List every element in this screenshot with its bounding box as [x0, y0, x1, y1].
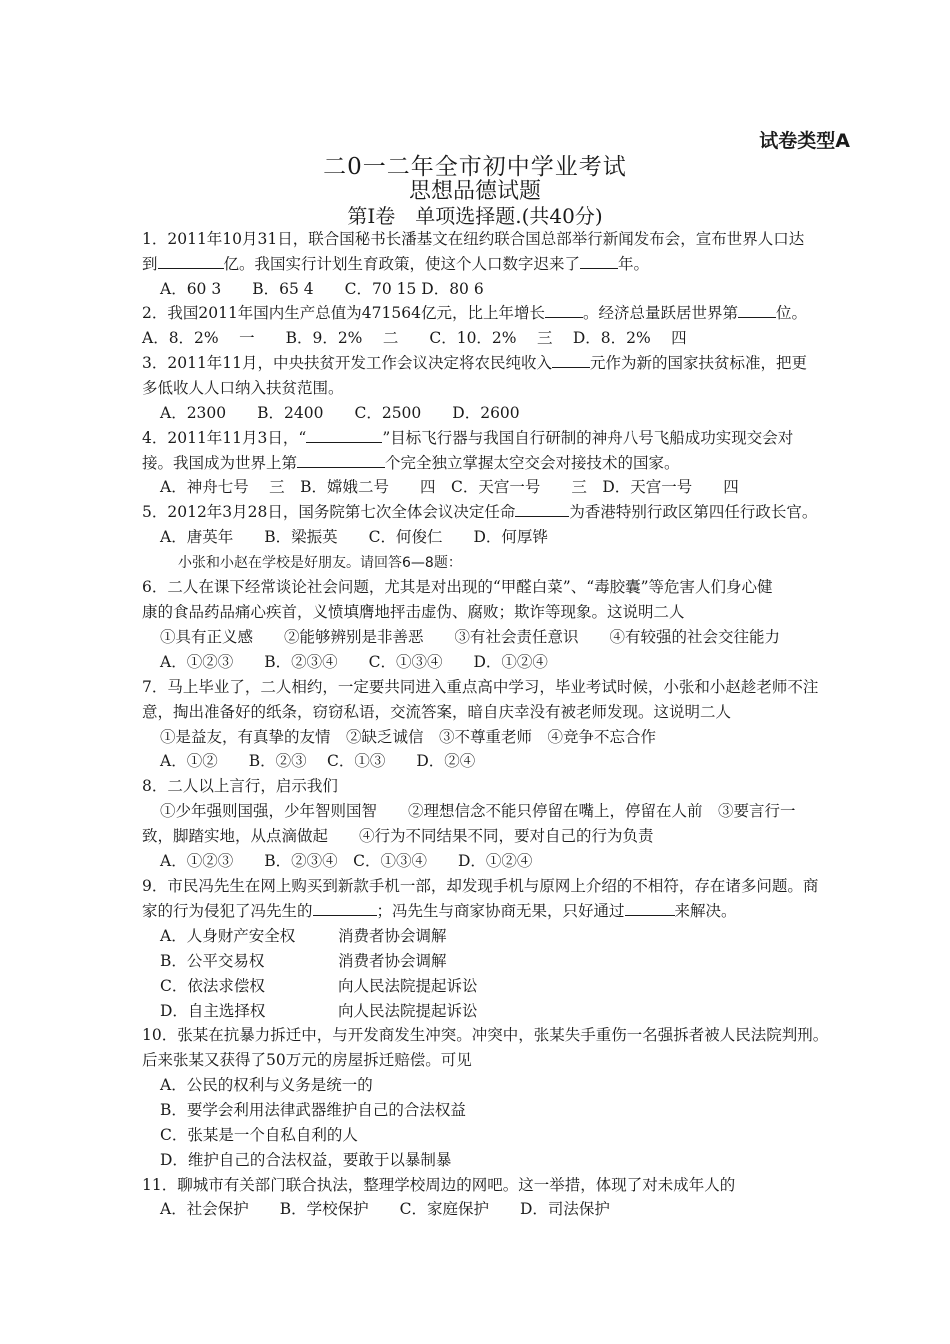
- blank: [297, 452, 385, 468]
- group-intro: 小张和小赵在学校是好朋友。请回答6—8题：: [178, 555, 462, 571]
- q5-options: A．唐英年 B．梁振英 C．何俊仁 D．何厚铧: [160, 528, 548, 546]
- exam-title: 二0一二年全市初中学业考试: [323, 154, 627, 180]
- q10-option-d: D．维护自己的合法权益，要敢于以暴制暴: [160, 1151, 452, 1169]
- q9-option-c: C．依法求偿权 向人民法院提起诉讼: [160, 977, 478, 995]
- blank: [552, 352, 590, 368]
- q6-options: A．①②③ B．②③④ C．①③④ D．①②④: [160, 653, 548, 671]
- q9-stem-line1: 9．市民冯先生在网上购买到新款手机一部，却发现手机与原网上介绍的不相符，存在诸多问题。商: [142, 877, 819, 895]
- q3-stem-line1: 3．2011年11月，中央扶贫开发工作会议决定将农民纯收入 元作为新的国家扶贫标准，把更: [142, 354, 808, 372]
- q11-stem: 11．聊城市有关部门联合执法，整理学校周边的网吧。这一举措，体现了对未成年人的: [142, 1176, 736, 1194]
- q7-options: A．①② B．②③ C．①③ D．②④: [160, 752, 476, 770]
- q2-stem: 2．我国2011年国内生产总值为471564亿元，比上年增长 。经济总量跃居世界第 位。: [142, 304, 808, 322]
- q9-option-a: A．人身财产安全权 消费者协会调解: [160, 927, 447, 945]
- blank: [545, 302, 583, 318]
- q6-stem-line2: 康的食品药品痛心疾首，义愤填膺地抨击虚伪、腐败；欺诈等现象。这说明二人: [142, 603, 685, 621]
- q10-stem-line1: 10．张某在抗暴力拆迁中，与开发商发生冲突。冲突中，张某失手重伤一名强拆者被人民法院判刑。: [142, 1026, 829, 1044]
- blank: [158, 253, 224, 269]
- section-heading: 第Ⅰ卷 单项选择题.(共40分): [347, 204, 603, 228]
- q6-stem-line1: 6．二人在课下经常谈论社会问题，尤其是对出现的“甲醛白菜”、“毒胶囊”等危害人们身心健: [142, 578, 773, 596]
- q2-options: A．8．2% 一 B．9．2% 二 C．10．2% 三 D．8．2% 四: [142, 329, 687, 347]
- blank: [306, 427, 382, 443]
- q4-stem-line2: 接。我国成为世界上第 个完全独立掌握太空交会对接技术的国家。: [142, 454, 680, 472]
- paper-type-label: 试卷类型A: [759, 130, 850, 152]
- q10-option-b: B．要学会利用法律武器维护自己的合法权益: [160, 1101, 466, 1119]
- q11-options: A．社会保护 B．学校保护 C．家庭保护 D．司法保护: [160, 1200, 610, 1218]
- q9-option-b: B．公平交易权 消费者协会调解: [160, 952, 447, 970]
- q10-stem-line2: 后来张某又获得了50万元的房屋拆迁赔偿。可见: [142, 1051, 472, 1069]
- q8-options: A．①②③ B．②③④ C．①③④ D．①②④: [160, 852, 533, 870]
- q9-option-d: D．自主选择权 向人民法院提起诉讼: [160, 1002, 478, 1020]
- q8-stem: 8．二人以上言行，启示我们: [142, 777, 338, 795]
- q5-stem: 5．2012年3月28日，国务院第七次全体会议决定任命 为香港特别行政区第四任行政长官。: [142, 503, 818, 521]
- q6-statements: ①具有正义感 ②能够辨别是非善恶 ③有社会责任意识 ④有较强的社会交往能力: [160, 628, 781, 646]
- blank: [625, 900, 675, 916]
- q7-statements: ①是益友，有真挚的友情 ②缺乏诚信 ③不尊重老师 ④竞争不忘合作: [160, 728, 657, 746]
- blank: [515, 501, 569, 517]
- q8-statements-line1: ①少年强则国强，少年智则国智 ②理想信念不能只停留在嘴上，停留在人前 ③要言行一: [160, 802, 796, 820]
- q7-stem-line1: 7．马上毕业了，二人相约，一定要共同进入重点高中学习，毕业考试时候，小张和小赵趁老师不注: [142, 678, 819, 696]
- q10-option-c: C．张某是一个自私自利的人: [160, 1126, 358, 1144]
- exam-subject: 思想品德试题: [408, 179, 541, 204]
- q1-stem-line2: 到 亿。我国实行计划生育政策，使这个人口数字迟来了 年。: [142, 255, 650, 273]
- blank: [313, 900, 377, 916]
- q4-stem-line1: 4．2011年11月3日，“ ”目标飞行器与我国自行研制的神舟八号飞船成功实现交会对: [142, 429, 794, 447]
- q1-stem-line1: 1．2011年10月31日，联合国秘书长潘基文在纽约联合国总部举行新闻发布会，宣布世界人口达: [142, 230, 805, 248]
- q3-stem-line2: 多低收人人口纳入扶贫范围。: [142, 379, 344, 397]
- q4-options: A．神舟七号 三 B．嫦娥二号 四 C．天宫一号 三 D．天宫一号 四: [160, 478, 739, 496]
- q9-stem-line2: 家的行为侵犯了冯先生的 ；冯先生与商家协商无果，只好通过 来解决。: [142, 902, 737, 920]
- blank: [738, 302, 776, 318]
- q3-options: A．2300 B．2400 C．2500 D．2600: [160, 404, 520, 422]
- q1-options: A．60 3 B．65 4 C．70 15 D．80 6: [160, 280, 484, 298]
- q7-stem-line2: 意，掏出准备好的纸条，窃窃私语，交流答案，暗自庆幸没有被老师发现。这说明二人: [142, 703, 732, 721]
- q10-option-a: A．公民的权利与义务是统一的: [160, 1076, 373, 1094]
- q8-statements-line2: 致，脚踏实地，从点滴做起 ④行为不同结果不同，要对自己的行为负责: [142, 827, 654, 845]
- blank: [580, 253, 618, 269]
